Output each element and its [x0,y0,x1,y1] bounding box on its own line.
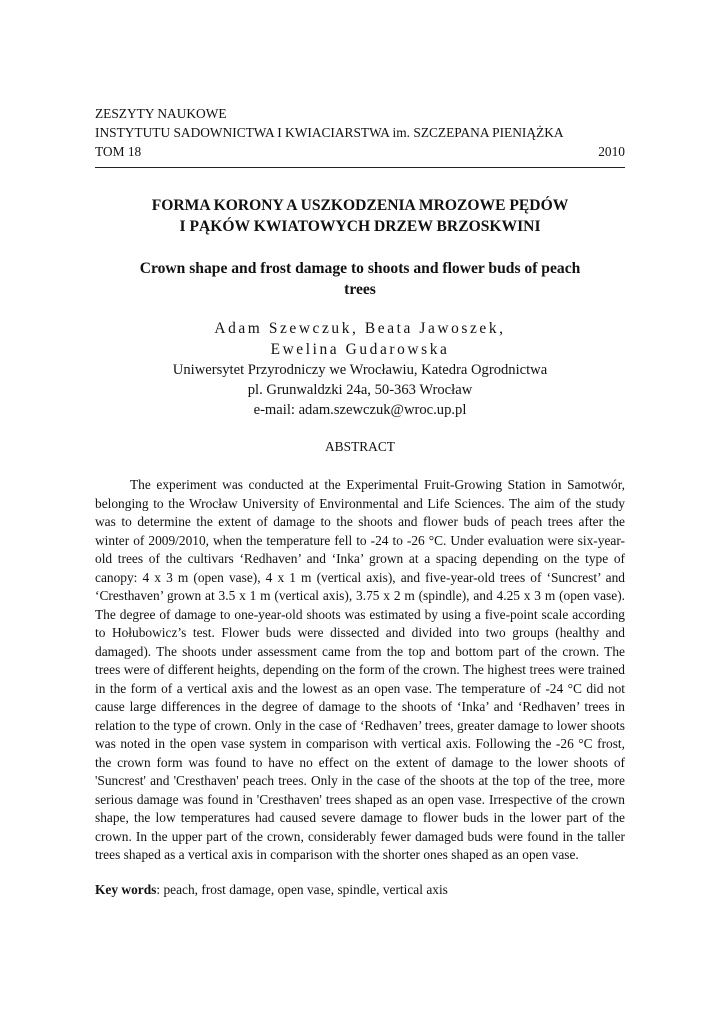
header-divider [95,167,625,168]
title-english-line-2: trees [344,281,376,298]
title-polish [95,195,625,237]
abstract-body: The experiment was conducted at the Experimental Fruit-Growing Station in Samotwór, belonging to the Wrocław University of Environmental and Life Sciences. The aim of the study was to determine the extent of damage to the shoots and flower buds of peach trees after the winter of 2009/2010, when the temperature fell to -24 to -26 °C. Under evaluation were six-year-old trees of the cultivars ‘Redhaven’ and ‘Inka’ grown at a spacing depending on the type of canopy: 4 x 3 m (open vase), 4 x 1 m (vertical axis), and five-year-old trees of ‘Suncrest’ and ‘Cresthaven’ grown at 3.5 x 1 m (vertical axis), 3.75 x 2 m (spindle), and 4.25 x 3 m (open vase). The degree of damage to one-year-old shoots was estimated by using a five-point scale according to Hołubowicz’s test. Flower buds were dissected and divided into two groups (healthy and damaged). The shoots under assessment came from the top and bottom part of the crown. The trees were of different heights, depending on the form of the crown. The highest trees were trained in the form of a vertical axis and the lowest as an open vase. The temperature of -24 °C did not cause large differences in the degree of damage to the shoots of ‘Inka’ and ‘Redhaven’ trees in relation to the type of crown. Only in the case of ‘Redhaven’ trees, greater damage to lower shoots was noted in the open vase system in comparison with vertical axis. Following the -26 °C frost, the crown form was found to have no effect on the extent of damage to the lower shoots of 'Suncrest' and 'Cresthaven' peach trees. Only in the case of the shoots at the top of the tree, more serious damage was found in 'Cresthaven' trees shaped as an open vase. Irrespective of the crown shape, the low temperatures had caused severe damage to flower buds in the lower part of the crown. In the upper part of the crown, considerably fewer damaged buds were found in the taller trees shaped as a vertical axis in comparison with the shorter ones shaped as an open vase. [95,477,625,862]
keywords-label: Key words [95,881,157,897]
affiliation-email: e-mail: adam.szewczuk@wroc.up.pl [253,402,467,418]
journal-header [95,104,625,161]
journal-name: ZESZYTY NAUKOWE [95,106,227,121]
author-list [95,318,625,360]
keywords [95,881,625,899]
abstract-heading: ABSTRACT [325,439,395,454]
authors-line-1: Adam Szewczuk, Beata Jawoszek, [214,320,506,337]
title-english-line-1: Crown shape and frost damage to shoots and flower buds of peach [139,260,581,277]
paper-page [95,104,625,899]
affiliation [95,360,625,420]
volume-row [95,142,625,161]
title-english [95,258,625,300]
institute-name: INSTYTUTU SADOWNICTWA I KWIACIARSTWA im. SZCZEPANA PIENIĄŻKA [95,125,564,140]
publication-year: 2010 [598,144,625,159]
title-polish-line-2: I PĄKÓW KWIATOWYCH DRZEW BRZOSKWINI [179,218,541,235]
affiliation-address: pl. Grunwaldzki 24a, 50-363 Wrocław [247,382,473,398]
volume-number: TOM 18 [95,144,142,159]
title-polish-line-1: FORMA KORONY A USZKODZENIA MROZOWE PĘDÓW [151,197,569,214]
affiliation-institution: Uniwersytet Przyrodniczy we Wrocławiu, Katedra Ogrodnictwa [172,362,548,378]
keywords-list: : peach, frost damage, open vase, spindle, vertical axis [156,881,448,897]
authors-line-2: Ewelina Gudarowska [270,341,450,358]
